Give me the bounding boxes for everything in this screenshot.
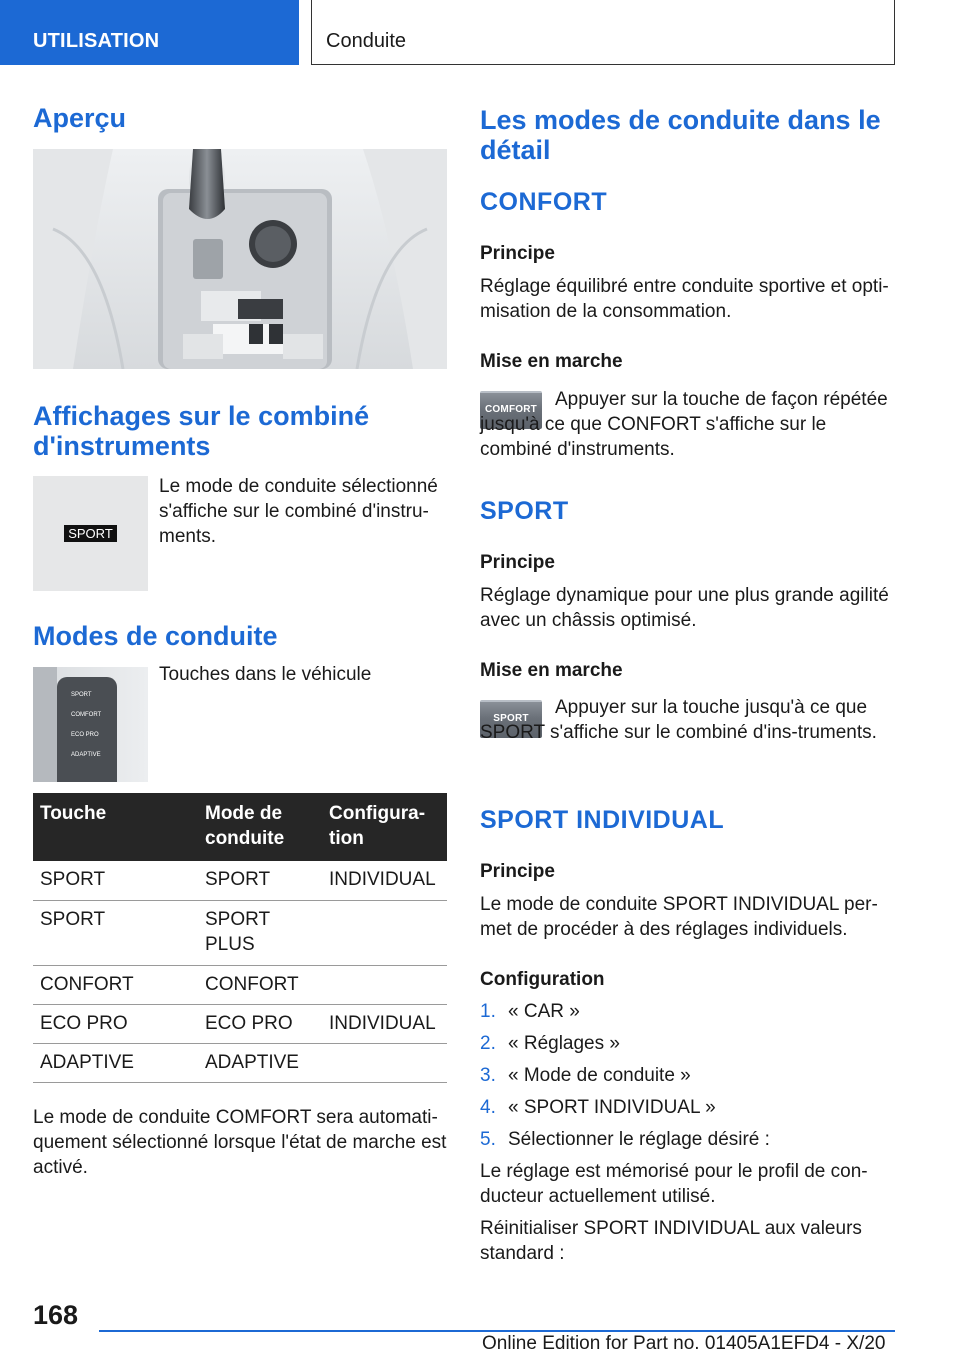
list-item bbox=[480, 999, 900, 1031]
chapter-tab bbox=[311, 0, 895, 65]
step-number: 2. bbox=[480, 1033, 496, 1054]
table-cell: ADAPTIVE bbox=[198, 1043, 322, 1082]
table-cell: ECO PRO bbox=[198, 1004, 322, 1043]
chapter-title: Conduite bbox=[326, 30, 407, 52]
table-cell: SPORT bbox=[198, 861, 322, 900]
footer-divider bbox=[99, 1330, 895, 1332]
step-number: 4. bbox=[480, 1097, 496, 1118]
detail-heading: Les modes de conduite dans le détail bbox=[480, 105, 881, 165]
step-text: « Réglages » bbox=[508, 1033, 620, 1054]
table-row bbox=[33, 861, 447, 900]
configuration-steps bbox=[480, 999, 900, 1159]
panel-label-adaptive: ADAPTIVE bbox=[71, 752, 101, 758]
sport-display-label: SPORT bbox=[64, 525, 117, 542]
section-title: UTILISATION bbox=[33, 30, 160, 52]
table-cell: SPORT bbox=[33, 900, 198, 965]
center-console-image bbox=[33, 149, 447, 369]
confort-mise-label: Mise en marche bbox=[480, 351, 623, 372]
step-number: 5. bbox=[480, 1129, 496, 1150]
step-number: 1. bbox=[480, 1001, 496, 1022]
table-row bbox=[33, 900, 447, 965]
table-cell bbox=[322, 965, 447, 1004]
modes-heading: Modes de conduite bbox=[33, 621, 278, 651]
mode-buttons-image bbox=[33, 667, 148, 782]
step-text: « SPORT INDIVIDUAL » bbox=[508, 1097, 716, 1118]
list-item bbox=[480, 1063, 900, 1095]
configuration-label: Configuration bbox=[480, 969, 605, 990]
table-cell: SPORT bbox=[33, 861, 198, 900]
comfort-button-label: COMFORT bbox=[485, 404, 537, 415]
footer-edition: Online Edition for Part no. 01405A1EFD4 - X/20 bbox=[482, 1333, 886, 1354]
sport-mise-label: Mise en marche bbox=[480, 660, 623, 681]
step-text: « Mode de conduite » bbox=[508, 1065, 691, 1086]
section-tab bbox=[0, 0, 299, 65]
table-cell bbox=[322, 1043, 447, 1082]
panel-label-ecopro: ECO PRO bbox=[71, 732, 99, 738]
individual-principe-text: Le mode de conduite SPORT INDIVIDUAL per-met de procéder à des réglages individuels. bbox=[480, 894, 878, 940]
sport-button-label: SPORT bbox=[493, 713, 529, 724]
sport-principe-text: Réglage dynamique pour une plus grande agilité avec un châssis optimisé. bbox=[480, 585, 889, 631]
confort-principe-label: Principe bbox=[480, 243, 555, 264]
confort-mise-text: Appuyer sur la touche de façon répétée jusqu'à ce que CONFORT s'affiche sur le combiné d'instruments. bbox=[480, 389, 888, 460]
list-item bbox=[480, 1095, 900, 1127]
table-row bbox=[33, 1004, 447, 1043]
reset-text: Réinitialiser SPORT INDIVIDUAL aux valeurs standard : bbox=[480, 1218, 862, 1264]
modes-text: Touches dans le véhicule bbox=[159, 664, 372, 685]
list-item bbox=[480, 1127, 900, 1159]
list-item bbox=[480, 1031, 900, 1063]
table-header-row bbox=[33, 793, 447, 861]
table-cell: CONFORT bbox=[198, 965, 322, 1004]
table-cell: ECO PRO bbox=[33, 1004, 198, 1043]
table-row bbox=[33, 965, 447, 1004]
confort-principe-text: Réglage équilibré entre conduite sportive et opti-misation de la consommation. bbox=[480, 276, 889, 322]
modes-table bbox=[33, 793, 447, 1083]
table-cell: INDIVIDUAL bbox=[322, 861, 447, 900]
sport-mise-paragraph bbox=[480, 695, 900, 745]
sport-mise-text: Appuyer sur la touche jusqu'à ce que SPORT s'affiche sur le combiné d'ins-truments. bbox=[480, 697, 877, 743]
table-cell: SPORT PLUS bbox=[198, 900, 322, 965]
table-cell bbox=[322, 900, 447, 965]
sport-principe-label: Principe bbox=[480, 552, 555, 573]
table-row bbox=[33, 1043, 447, 1082]
comfort-note: Le mode de conduite COMFORT sera automati-quement sélectionné lorsque l'état de marche est activé. bbox=[33, 1107, 447, 1178]
step-text: « CAR » bbox=[508, 1001, 580, 1022]
table-header: Touche bbox=[33, 793, 198, 861]
individual-principe-label: Principe bbox=[480, 861, 555, 882]
panel-label-sport: SPORT bbox=[71, 692, 92, 698]
confort-mise-paragraph bbox=[480, 387, 900, 462]
combine-heading: Affichages sur le combiné d'instruments bbox=[33, 401, 370, 461]
step-text: Sélectionner le réglage désiré : bbox=[508, 1129, 770, 1150]
table-cell: INDIVIDUAL bbox=[322, 1004, 447, 1043]
step-number: 3. bbox=[480, 1065, 496, 1086]
table-cell: ADAPTIVE bbox=[33, 1043, 198, 1082]
table-header: Configura-tion bbox=[322, 793, 447, 861]
table-cell: CONFORT bbox=[33, 965, 198, 1004]
individual-heading: SPORT INDIVIDUAL bbox=[480, 806, 725, 834]
confort-heading: CONFORT bbox=[480, 188, 608, 216]
apercu-heading: Aperçu bbox=[33, 103, 127, 133]
saved-text: Le réglage est mémorisé pour le profil de con-ducteur actuellement utilisé. bbox=[480, 1161, 868, 1207]
sport-display-image bbox=[33, 476, 148, 591]
combine-text: Le mode de conduite sélectionné s'affiche sur le combiné d'instru-ments. bbox=[159, 476, 438, 547]
page-number: 168 bbox=[33, 1300, 79, 1330]
table-header: Mode de conduite bbox=[198, 793, 322, 861]
panel-label-comfort: COMFORT bbox=[71, 712, 102, 718]
sport-heading: SPORT bbox=[480, 497, 569, 525]
